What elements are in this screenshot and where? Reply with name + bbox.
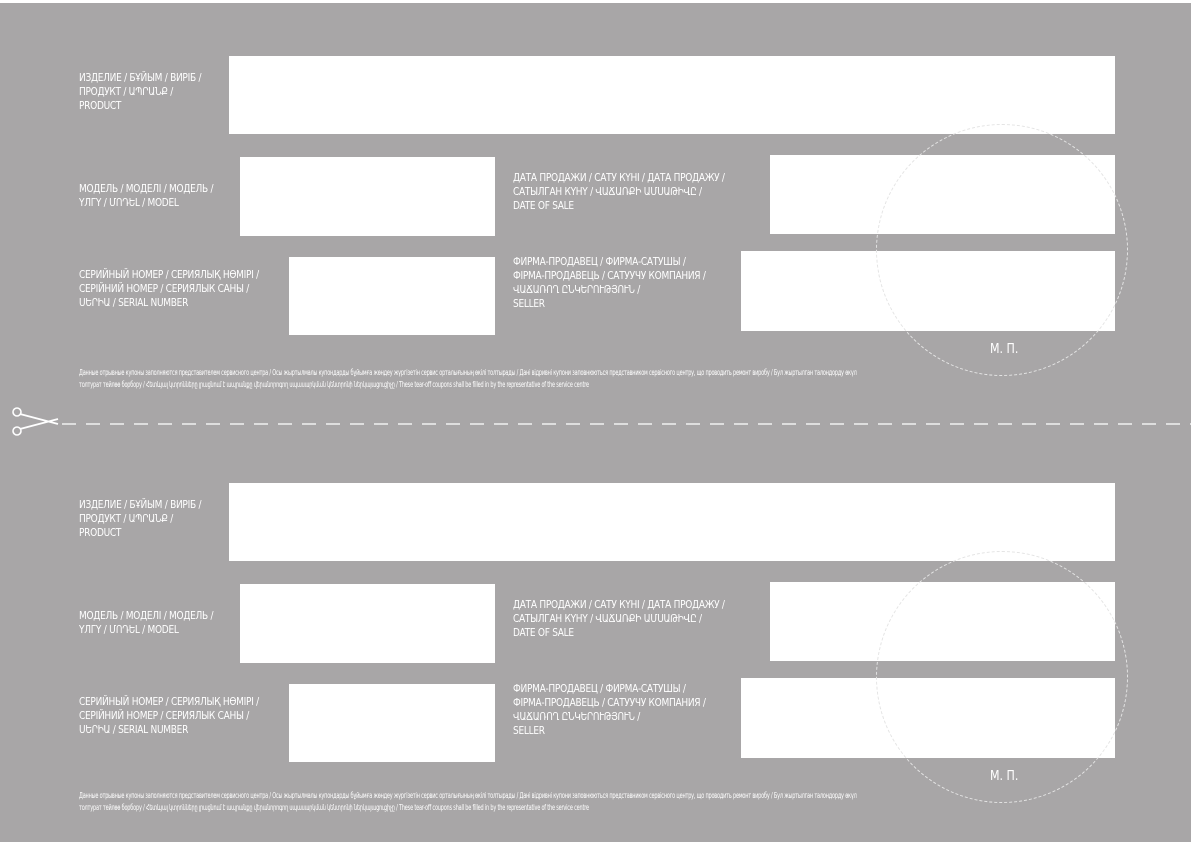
seller-label: ФИРМА-ПРОДАВЕЦ / ФИРМА-САТУШЫ / ФІРМА-ПРОДАВЕЦЬ / САТУУЧУ КОМПАНИЯ / ՎԱՃԱՌՈՂ ԸՆԿԵՐՈՒԹՅՈՒՆ / SELLER [513,682,706,737]
model-field[interactable] [240,584,495,663]
stamp-area [876,124,1128,376]
date-of-sale-label: ДАТА ПРОДАЖИ / САТУ КҮНІ / ДАТА ПРОДАЖУ / САТЫЛГАН КҮНҮ / ՎԱՃԱՌՔԻ ԱՄՍԱԹԻՎԸ / DATE OF SALE [513,171,725,212]
serial-number-field[interactable] [289,684,495,762]
serial-number-label: СЕРИЙНЫЙ НОМЕР / СЕРИЯЛЫҚ НӨМІРІ / СЕРІЙНИЙ НОМЕР / СЕРИЯЛЫК САНЫ / ՍԵՐԻԱ / SERIAL NUMBER [79,268,259,309]
date-of-sale-label: ДАТА ПРОДАЖИ / САТУ КҮНІ / ДАТА ПРОДАЖУ / САТЫЛГАН КҮНҮ / ՎԱՃԱՌՔԻ ԱՄՍԱԹԻՎԸ / DATE OF SALE [513,598,725,639]
product-field[interactable] [229,483,1115,561]
warranty-tear-off-sheet [0,3,1191,842]
model-field[interactable] [240,157,495,236]
seller-label: ФИРМА-ПРОДАВЕЦ / ФИРМА-САТУШЫ / ФІРМА-ПРОДАВЕЦЬ / САТУУЧУ КОМПАНИЯ / ՎԱՃԱՌՈՂ ԸՆԿԵՐՈՒԹՅՈՒՆ / SELLER [513,255,706,310]
product-label: ИЗДЕЛИЕ / БҰЙЫМ / ВИРІБ / ПРОДУКТ / ԱՊՐԱՆՔ / PRODUCT [79,498,202,539]
service-centre-note: Данные отрывные купоны заполняются представителем сервисного центра / Осы жыртылмалы купондарды бұйымға жөндеу жүргізетін сервис орталығының өкілі толтырады / Дані відривні купони заповнюються представником сервісного центру, що проводить ремонт виробу / Бул жыртылган талондорду өкүл толтурат тейлөө борбору / Հետևյալ կտրոնները լրացնում է ապրանքը վերանորոգող սպասարկման կենտրոնի ներկայացուցիչը / These tear-off coupons shall be filled in by the representative of the service centre [79,368,857,389]
stamp-area [876,551,1128,803]
stamp-label: М. П. [990,342,1019,357]
serial-number-field[interactable] [289,257,495,335]
service-centre-note: Данные отрывные купоны заполняются представителем сервисного центра / Осы жыртылмалы купондарды бұйымға жөндеу жүргізетін сервис орталығының өкілі толтырады / Дані відривні купони заповнюються представником сервісного центру, що проводить ремонт виробу / Бул жыртылган талондорду өкүл толтурат тейлөө борбору / Հետևյալ կտրոնները լրացնում է ապրանքը վերանորոգող սպասարկման կենտրոնի ներկայացուցիչը / These tear-off coupons shall be filled in by the representative of the service centre [79,791,857,812]
coupon-bottom [0,433,1191,853]
product-label: ИЗДЕЛИЕ / БҰЙЫМ / ВИРІБ / ПРОДУКТ / ԱՊՐԱՆՔ / PRODUCT [79,71,202,112]
coupon-top [0,6,1191,426]
model-label: МОДЕЛЬ / МОДЕЛІ / МОДЕЛЬ / ҮЛГҮ / ՄՈԴԵԼ / MODEL [79,609,214,636]
cut-line [0,423,1191,425]
stamp-label: М. П. [990,769,1019,784]
model-label: МОДЕЛЬ / МОДЕЛІ / МОДЕЛЬ / ҮЛГҮ / ՄՈԴԵԼ / MODEL [79,182,214,209]
serial-number-label: СЕРИЙНЫЙ НОМЕР / СЕРИЯЛЫҚ НӨМІРІ / СЕРІЙНИЙ НОМЕР / СЕРИЯЛЫК САНЫ / ՍԵՐԻԱ / SERIAL NUMBER [79,695,259,736]
product-field[interactable] [229,56,1115,134]
